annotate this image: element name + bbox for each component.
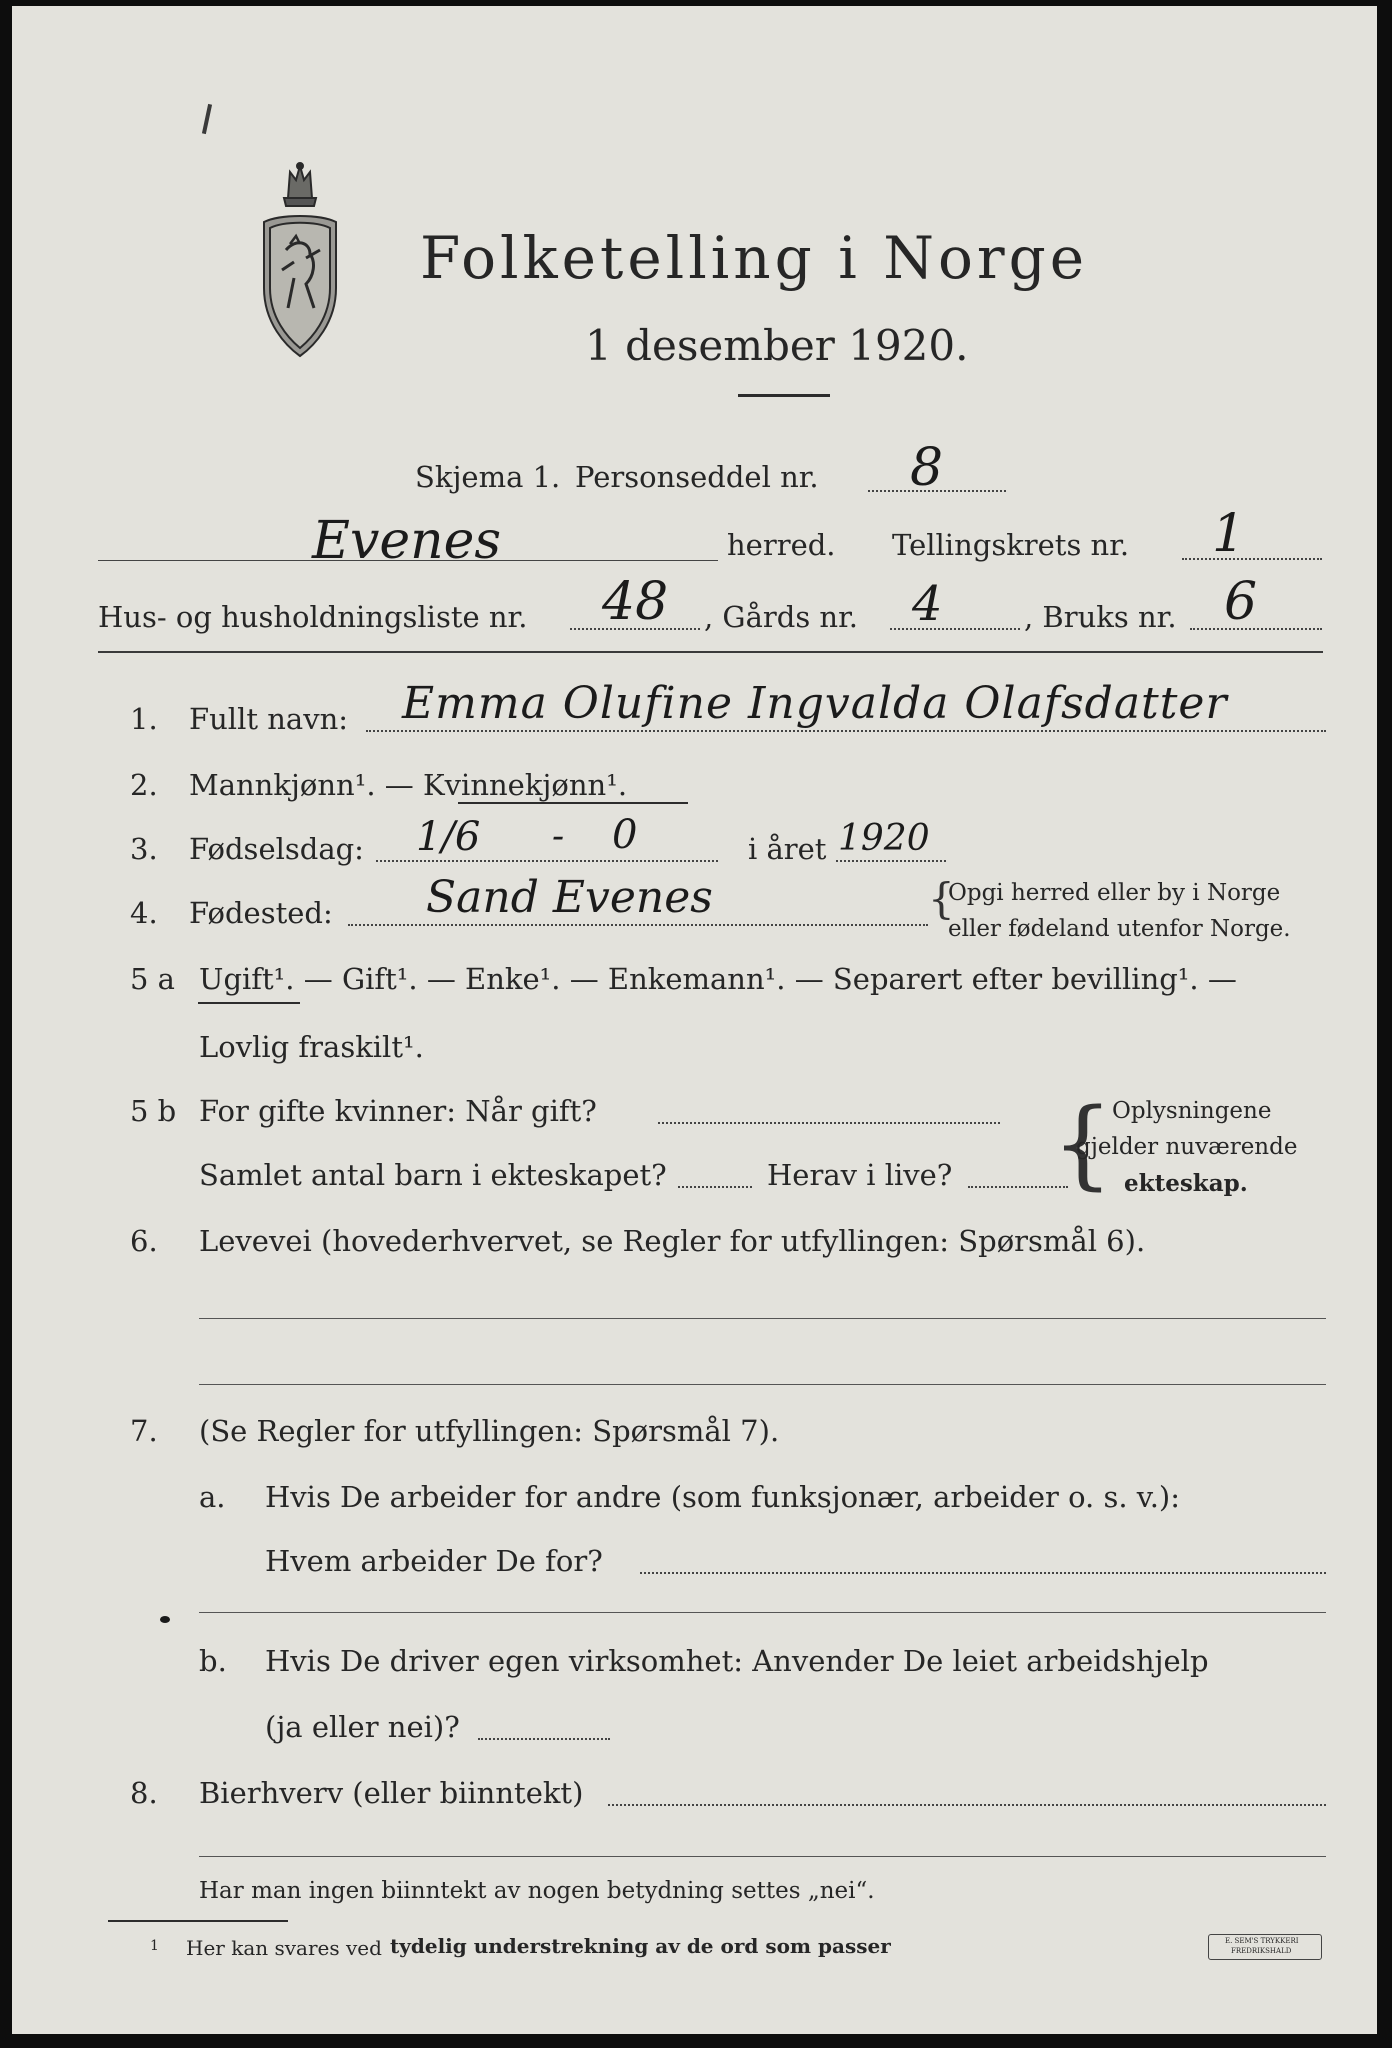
q4-label: Fødested: [189,896,333,930]
q3-month-mark: 0 [612,812,638,858]
q7-number: 7. [130,1414,158,1448]
q7b-letter: b. [199,1644,227,1678]
q3-date-line [376,860,718,862]
form-title: Folketelling i Norge [420,224,1089,292]
tellingskrets-line [1182,558,1322,560]
footnote-emphasis: tydelig understrekning av de ord som passer [390,1934,891,1958]
q2-kvinnekjonn-underline [458,802,688,804]
q6-answer-line2 [199,1384,1326,1385]
printer-stamp-line1: E. SEM'S TRYKKERI [1225,1937,1299,1945]
q7a-question: Hvis De arbeider for andre (som funksjonær, arbeider o. s. v.): [265,1480,1181,1514]
q4-note-line2: eller fødeland utenfor Norge. [948,916,1291,942]
footnote-text: Her kan svares ved [186,1936,382,1960]
herred-label: herred. [727,528,836,562]
census-form-page [12,6,1377,2034]
q1-label: Fullt navn: [189,702,349,736]
printer-stamp-line2: FREDRIKSHALD [1231,1947,1292,1955]
q5a-ugift-underline [198,1002,300,1004]
gards-number: 4 [912,576,943,632]
q1-number: 1. [130,702,158,736]
printer-stamp [1208,1934,1322,1960]
q6-label: Levevei (hovederhvervet, se Regler for utfyllingen: Spørsmål 6). [199,1224,1146,1258]
ink-mark [160,1616,170,1623]
q3-year-label: i året [748,832,827,866]
q8-label: Bierhverv (eller biinntekt) [199,1776,584,1810]
q3-dash: - [552,816,565,857]
gards-label: , Gårds nr. [704,600,858,634]
q1-line [366,730,1326,732]
q5b-brace: { [1052,1088,1114,1200]
q5b-note-line1: Oplysningene [1112,1098,1272,1124]
herred-name: Evenes [312,511,502,571]
q5b-married-line [658,1122,1000,1124]
q4-brace: { [928,874,955,923]
coat-of-arms-icon [250,158,350,368]
q8-line [608,1804,1326,1806]
personseddel-number: 8 [910,438,944,498]
hus-label: Hus- og husholdningsliste nr. [98,600,528,634]
bruks-number: 6 [1224,572,1258,632]
q7a-answer-line [199,1612,1326,1613]
tellingskrets-number: 1 [1212,504,1246,564]
q3-day-month: 1/6 [416,814,481,860]
header-separator [98,651,1323,653]
q3-birth-year: 1920 [838,818,930,859]
title-divider [738,394,830,397]
hus-number: 48 [602,572,669,632]
q4-birthplace: Sand Evenes [426,872,713,923]
personseddel-label: Personseddel nr. [575,460,819,494]
q8-number: 8. [130,1776,158,1810]
q5b-number: 5 b [130,1094,177,1128]
q5a-options-line2: Lovlig fraskilt¹. [199,1030,424,1064]
q1-full-name: Emma Olufine Ingvalda Olafsdatter [402,678,1228,729]
q5b-children-line [678,1186,752,1188]
q3-label: Fødselsdag: [189,832,364,866]
q4-number: 4. [130,896,158,930]
q5b-note-line2: gjelder nuværende [1076,1134,1298,1160]
q5b-note-line3: ekteskap. [1124,1170,1248,1197]
tellingskrets-label: Tellingskrets nr. [892,528,1130,562]
q4-line [348,924,928,926]
footer-note: Har man ingen biinntekt av nogen betydning settes „nei“. [199,1878,875,1904]
q5b-married-label: For gifte kvinner: Når gift? [199,1094,597,1128]
herred-line [98,560,718,561]
q6-number: 6. [130,1224,158,1258]
q3-year-line [836,860,946,862]
q5a-options: Ugift¹. — Gift¹. — Enke¹. — Enkemann¹. — Separert efter bevilling¹. — [199,962,1237,996]
ink-mark-top [202,104,212,134]
q3-number: 3. [130,832,158,866]
footnote-divider [108,1920,288,1922]
q7a-letter: a. [199,1480,226,1514]
q7a-employer-line [640,1572,1326,1574]
census-date: 1 desember 1920. [585,321,969,370]
q4-note-line1: Opgi herred eller by i Norge [948,880,1281,906]
q7b-question: Hvis De driver egen virksomhet: Anvender De leiet arbeidshjelp [265,1644,1209,1678]
bruks-label: , Bruks nr. [1024,600,1177,634]
q5b-children-label: Samlet antal barn i ekteskapet? [199,1158,667,1192]
q7a-employer-label: Hvem arbeider De for? [265,1544,603,1578]
q8-answer-line [199,1856,1326,1857]
q5a-number: 5 a [130,962,175,996]
footnote-number: 1 [150,1938,159,1954]
q7b-yes-no-line [478,1738,610,1740]
q7b-yes-no-label: (ja eller nei)? [265,1710,460,1744]
q7-label: (Se Regler for utfyllingen: Spørsmål 7). [199,1414,780,1448]
gards-line [890,628,1020,630]
q2-number: 2. [130,768,158,802]
q5b-alive-label: Herav i live? [767,1158,953,1192]
q6-answer-line1 [199,1318,1326,1319]
q2-label: Mannkjønn¹. — Kvinnekjønn¹. [189,768,628,802]
skjema-label: Skjema 1. [415,460,561,494]
